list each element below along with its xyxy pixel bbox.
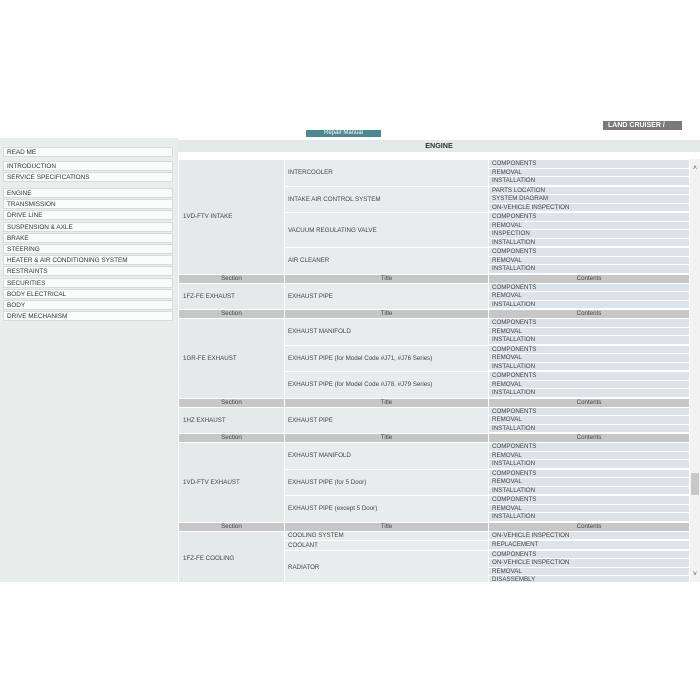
column-header-section: Section (179, 434, 285, 443)
title-link[interactable]: COOLANT (285, 541, 489, 551)
contents-link[interactable]: INSTALLATION (489, 336, 689, 345)
contents-cell (489, 186, 690, 213)
column-header-row (179, 310, 690, 319)
sidebar-item-introduction[interactable]: INTRODUCTION (3, 161, 173, 171)
contents-link[interactable]: REMOVAL (489, 292, 689, 301)
sidebar-item-restraints[interactable]: RESTRAINTS (3, 266, 173, 276)
column-header-row (179, 434, 690, 443)
title-link[interactable]: INTAKE AIR CONTROL SYSTEM (285, 186, 489, 213)
contents-link[interactable]: REMOVAL (489, 381, 689, 390)
contents-link[interactable]: REMOVAL (489, 354, 689, 363)
sidebar-item-drive-line[interactable]: DRIVE LINE (3, 210, 173, 220)
contents-link[interactable]: COMPONENTS (489, 470, 689, 479)
contents-cell (489, 213, 690, 248)
contents-link[interactable]: COMPONENTS (489, 496, 689, 505)
sidebar-item-service-specifications[interactable]: SERVICE SPECIFICATIONS (3, 172, 173, 182)
contents-link[interactable]: INSTALLATION (489, 513, 689, 522)
contents-link[interactable]: REMOVAL (489, 257, 689, 266)
scroll-down-icon[interactable]: ˅ (692, 571, 698, 578)
contents-link[interactable]: COMPONENTS (489, 248, 689, 257)
column-header-row (179, 398, 690, 407)
contents-link[interactable]: COMPONENTS (489, 160, 689, 169)
contents-link[interactable]: INSTALLATION (489, 460, 689, 469)
section-cell: 1FZ-FE EXHAUST (179, 283, 285, 310)
contents-link[interactable]: SYSTEM DIAGRAM (489, 195, 689, 204)
model-label: LAND CRUISER / (603, 121, 682, 130)
column-header-contents: Contents (489, 310, 690, 319)
page-title: ENGINE (178, 140, 700, 152)
title-link[interactable]: EXHAUST PIPE (for Model Code #J78, #J79 Series) (285, 372, 489, 399)
contents-link[interactable]: REMOVAL (489, 568, 689, 577)
sidebar-item-body-electrical[interactable]: BODY ELECTRICAL (3, 289, 173, 299)
contents-link[interactable]: COMPONENTS (489, 551, 689, 560)
section-cell: 1FZ-FE COOLING (179, 531, 285, 582)
contents-cell (489, 248, 690, 275)
section-cell: 1VD-FTV EXHAUST (179, 443, 285, 523)
column-header-title: Title (285, 310, 489, 319)
section-cell: 1GR-FE EXHAUST (179, 319, 285, 399)
table-row (179, 407, 690, 434)
sidebar-item-heater-air-conditioning[interactable]: HEATER & AIR CONDITIONING SYSTEM (3, 255, 173, 265)
section-cell: 1HZ EXHAUST (179, 407, 285, 434)
title-link[interactable]: EXHAUST PIPE (285, 283, 489, 310)
contents-cell (489, 407, 690, 434)
sidebar-item-read-me[interactable]: READ ME (3, 147, 173, 157)
column-header-title: Title (285, 274, 489, 283)
contents-link[interactable]: COMPONENTS (489, 443, 689, 452)
column-header-title: Title (285, 434, 489, 443)
contents-link[interactable]: COMPONENTS (489, 319, 689, 328)
title-link[interactable]: RADIATOR (285, 550, 489, 582)
title-link[interactable]: EXHAUST PIPE (for Model Code #J71, #J76 Series) (285, 345, 489, 372)
contents-link[interactable]: COMPONENTS (489, 408, 689, 417)
sidebar-item-brake[interactable]: BRAKE (3, 233, 173, 243)
contents-link[interactable]: INSTALLATION (489, 425, 689, 434)
contents-link[interactable]: COMPONENTS (489, 346, 689, 355)
sidebar-item-suspension-axle[interactable]: SUSPENSION & AXLE (3, 222, 173, 232)
column-header-row (179, 522, 690, 531)
title-link[interactable]: VACUUM REGULATING VALVE (285, 213, 489, 248)
contents-cell (489, 550, 690, 582)
contents-link[interactable]: INSTALLATION (489, 301, 689, 310)
contents-link[interactable]: REMOVAL (489, 169, 689, 178)
contents-link[interactable]: INSTALLATION (489, 265, 689, 274)
contents-link[interactable]: ON-VEHICLE INSPECTION (489, 204, 689, 213)
title-link[interactable]: EXHAUST MANIFOLD (285, 443, 489, 470)
contents-link[interactable]: DISASSEMBLY (489, 576, 689, 582)
contents-link[interactable]: COMPONENTS (489, 284, 689, 293)
sidebar-item-steering[interactable]: STEERING (3, 244, 173, 254)
section-table-container (178, 159, 690, 582)
column-header-section: Section (179, 522, 285, 531)
title-link[interactable]: EXHAUST PIPE (285, 407, 489, 434)
column-header-contents: Contents (489, 434, 690, 443)
contents-link[interactable]: INSPECTION (489, 230, 689, 239)
contents-cell (489, 319, 690, 346)
column-header-row (179, 274, 690, 283)
contents-link[interactable]: REMOVAL (489, 416, 689, 425)
contents-link[interactable]: REMOVAL (489, 505, 689, 514)
sidebar-item-drive-mechanism[interactable]: DRIVE MECHANISM (3, 311, 173, 321)
manual-viewer (0, 138, 700, 582)
contents-link[interactable]: REMOVAL (489, 478, 689, 487)
title-link[interactable]: EXHAUST PIPE (for 5 Door) (285, 469, 489, 496)
repair-manual-tab[interactable]: Repair Manual (306, 130, 381, 137)
contents-link[interactable]: INSTALLATION (489, 363, 689, 372)
contents-cell (489, 496, 690, 523)
column-header-section: Section (179, 398, 285, 407)
title-link[interactable]: EXHAUST MANIFOLD (285, 319, 489, 346)
column-header-section: Section (179, 274, 285, 283)
table-row (179, 160, 690, 187)
contents-link[interactable]: REPLACEMENT (489, 541, 689, 550)
table-row (179, 319, 690, 346)
column-header-title: Title (285, 398, 489, 407)
contents-cell (489, 541, 690, 551)
contents-link[interactable]: COMPONENTS (489, 372, 689, 381)
contents-link[interactable]: REMOVAL (489, 222, 689, 231)
scroll-thumb[interactable] (691, 473, 699, 495)
sidebar-item-engine[interactable]: ENGINE (3, 188, 173, 198)
contents-cell (489, 372, 690, 399)
contents-link[interactable]: PARTS LOCATION (489, 187, 689, 196)
content-pane (178, 138, 700, 582)
contents-cell (489, 531, 690, 541)
column-header-section: Section (179, 310, 285, 319)
contents-link[interactable]: ON-VEHICLE INSPECTION (489, 532, 689, 541)
contents-cell (489, 469, 690, 496)
table-row (179, 283, 690, 310)
table-row (179, 531, 690, 541)
contents-link[interactable]: ON-VEHICLE INSPECTION (489, 559, 689, 568)
contents-cell (489, 160, 690, 187)
vertical-scrollbar[interactable] (690, 159, 700, 582)
title-link[interactable]: COOLING SYSTEM (285, 531, 489, 541)
contents-link[interactable]: INSTALLATION (489, 487, 689, 496)
column-header-contents: Contents (489, 398, 690, 407)
contents-link[interactable]: COMPONENTS (489, 213, 689, 222)
contents-link[interactable]: REMOVAL (489, 328, 689, 337)
contents-link[interactable]: INSTALLATION (489, 389, 689, 398)
column-header-contents: Contents (489, 274, 690, 283)
contents-cell (489, 443, 690, 470)
column-header-contents: Contents (489, 522, 690, 531)
sidebar-item-body[interactable]: BODY (3, 300, 173, 310)
sidebar-item-securities[interactable]: SECURITIES (3, 278, 173, 288)
title-link[interactable]: INTERCOOLER (285, 160, 489, 187)
contents-cell (489, 345, 690, 372)
contents-link[interactable]: INSTALLATION (489, 239, 689, 248)
title-link[interactable]: AIR CLEANER (285, 248, 489, 275)
column-header-title: Title (285, 522, 489, 531)
contents-link[interactable]: INSTALLATION (489, 177, 689, 186)
table-row (179, 443, 690, 470)
section-cell: 1VD-FTV INTAKE (179, 160, 285, 275)
contents-cell (489, 283, 690, 310)
title-link[interactable]: EXHAUST PIPE (except 5 Door) (285, 496, 489, 523)
contents-link[interactable]: REMOVAL (489, 452, 689, 461)
section-table (178, 159, 690, 582)
sidebar (0, 138, 176, 582)
scroll-up-icon[interactable]: ˄ (692, 165, 698, 172)
sidebar-item-transmission[interactable]: TRANSMISSION (3, 199, 173, 209)
